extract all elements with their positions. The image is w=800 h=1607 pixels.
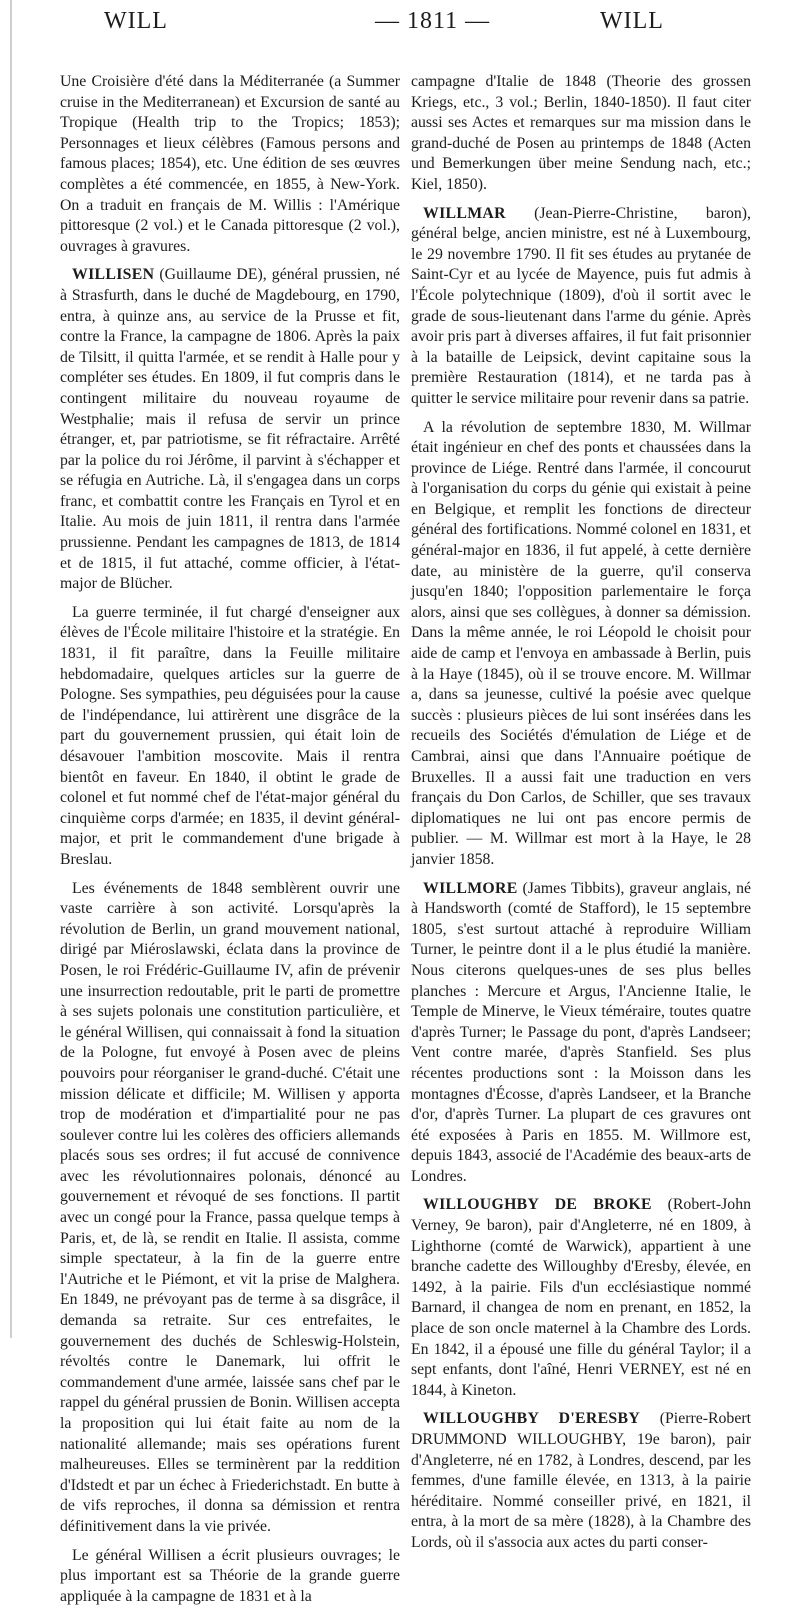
header-right-word: WILL <box>600 8 664 34</box>
dictionary-entry <box>411 1195 751 1401</box>
entry-text: (Pierre-Robert DRUMMOND WILLOUGHBY, 19e baron), pair d'Angleterre, né en 1782, à Londres, descend, par les femmes, d'une famille élevée, en 1313, à la pairie héréditaire. Nommé conseiller privé, en 1821, il entra, à la mort de sa mère (1828), à la Chambre des Lords, où il s'associa aux actes du parti conser- <box>411 1410 751 1551</box>
entry-headword: WILLOUGHBY DE BROKE <box>423 1196 652 1214</box>
left-text-column <box>60 72 401 1605</box>
entry-text: (James Tibbits), graveur anglais, né à Handsworth (comté de Stafford), le 15 septembre 1805, s'est surtout attaché à reproduire William Turner, le peintre dont il a le plus étudié la manière. Nous citerons quelques-unes de ses plus belles planches : Mercure et Argus, l'Ancienne Italie, le Temple de Minerve, le Vieux téméraire, toutes quatre d'après Turner; le Passage du pont, d'après Landseer; Vent contre marée, d'après Stanfield. Ses plus récentes productions sont : la Moisson dans les montagnes d'Écosse, d'après Landseer, et la Branche d'or, d'après Turner. La plupart de ces gravures ont été exposées à Paris en 1855. M. Willmore est, depuis 1843, associé de l'Académie des beaux-arts de Londres. <box>411 879 751 1185</box>
entry-text: (Jean-Pierre-Christine, baron), général belge, ancien ministre, est né à Luxembourg, le 29 novembre 1790. Il fit ses études au prytanée de Saint-Cyr et au lycée de Mayence, puis fut admis à l'École polytechnique (1809), d'où il sortit avec le grade de sous-lieutenant dans l'arme du génie. Après avoir pris part à diverses affaires, il fut fait prisonnier à la bataille de Leipsick, devint capitaine sous la première Restauration (1814), et ne tarda pas à quitter le service militaire pour revenir dans sa patrie. <box>411 204 751 407</box>
right-text-column <box>411 72 751 1551</box>
paragraph: Les événements de 1848 semblèrent ouvrir une vaste carrière à son activité. Lorsqu'après la révolution de Berlin, un grand mouvement national, dirigé par Miéroslawski, éclata dans la province de Posen, le roi Frédéric-Guillaume IV, afin de prévenir une insurrection redoutable, prit le parti de promettre à ses sujets polonais une constitution particulière, et le général Willisen, qui connaissait à fond la situation de la Pologne, fut envoyé à Posen avec de pleins pouvoirs pour réorganiser le grand-duché. C'était une mission délicate et difficile; M. Willisen y apporta trop de modération et d'impartialité pour ne pas soulever contre lui les colères des officiers allemands placés sous ses ordres; il fut accusé de connivence avec les révolutionnaires polonais, dénoncé au gouvernement et révoqué de ses fonctions. Il partit avec un congé pour la France, passa quelque temps à Paris, et, de là, se rendit en Italie. Il assista, comme simple spectateur, à la fin de la guerre entre l'Autriche et le Piémont, et vit la prise de Malghera. En 1849, ne prévoyant pas de terme à sa disgrâce, il demanda sa retraite. Sur ces entrefaites, le gouvernement des duchés de Schleswig-Holstein, révoltés contre le Danemark, lui offrit le commandement d'une armée, laissée sans chef par le rappel du général prussien de Bonin. Willisen accepta la proposition qui lui était faite au nom de la nationalité allemande; mais ses opérations furent malheureuses. Elles se terminèrent par la reddition d'Idstedt et par un échec à Friederichstadt. En butte à de vifs reproches, il donna sa démission et rentra définitivement dans la vie privée. <box>60 879 400 1535</box>
entry-headword: WILLISEN <box>72 266 155 284</box>
entry-headword: WILLMAR <box>423 204 506 222</box>
running-header <box>60 8 770 48</box>
paragraph: La guerre terminée, il fut chargé d'enseigner aux élèves de l'École militaire l'histoire et la stratégie. En 1831, il fit paraître, dans la Feuille militaire hebdomadaire, quelques articles sur la guerre de Pologne. Ses sympathies, peu déguisées pour la cause de l'indépendance, lui attirèrent une disgrâce de la part du gouvernement prussien, qui était loin de désavouer l'ambition moscovite. Mais il rentra bientôt en faveur. En 1840, il obtint le grade de colonel et fut nommé chef de l'état-major général du cinquième corps d'armée; en 1835, il devint général-major, et prit le commandement d'une brigade à Breslau. <box>60 603 401 868</box>
continued-paragraph: campagne d'Italie de 1848 (Theorie des grossen Kriegs, etc., 3 vol.; Berlin, 1840-1850). Il faut citer aussi ses Actes et remarques sur ma mission dans le grand-duché de Posen au printemps de 1848 (Acten und Bemerkungen über meine Sendung nach, etc.; Kiel, 1850). <box>411 73 751 193</box>
page-number: — 1811 — <box>375 8 491 34</box>
dictionary-entry <box>411 879 751 1188</box>
dictionary-entry <box>60 265 400 595</box>
header-left-word: WILL <box>104 8 168 34</box>
page-edge-shadow <box>10 0 12 1338</box>
entry-headword: WILLMORE <box>423 879 518 897</box>
entry-headword: WILLOUGHBY D'ERESBY <box>423 1410 641 1428</box>
dictionary-entry <box>411 1409 751 1553</box>
paragraph: Le général Willisen a écrit plusieurs ouvrages; le plus important est sa Théorie de la grande guerre appliquée à la campagne de 1831 et à la <box>60 1546 400 1605</box>
dictionary-entry <box>411 204 751 410</box>
paragraph: A la révolution de septembre 1830, M. Willmar était ingénieur en chef des ponts et chaussées dans la province de Liége. Rentré dans l'armée, il concourut à l'organisation du corps du génie qui existait à peine en Belgique, et remplit les fonctions de directeur général des fortifications. Nommé colonel en 1831, et général-major en 1836, il fut appelé, à cette dernière date, au ministère de la guerre, qu'il conserva jusqu'en 1840; l'opposition parlementaire le força alors, ainsi que ses collègues, à donner sa démission. Dans la même année, le roi Léopold le choisit pour aide de camp et l'envoya en ambassade à Berlin, puis à la Haye (1845), où il se trouve encore. M. Willmar a, dans sa jeunesse, cultivé la poésie avec quelque succès : plusieurs pièces de lui sont insérées dans les recueils des Sociétés d'émulation de Liége et de Cambrai, ainsi que dans l'Annuaire poétique de Bruxelles. Il a aussi fait une traduction en vers français du Don Carlos, de Schiller, que ses travaux diplomatiques ne lui ont pas encore permis de publier. — M. Willmar est mort à la Haye, le 28 janvier 1858. <box>411 418 751 868</box>
continued-paragraph: Une Croisière d'été dans la Méditerranée (a Summer cruise in the Mediterranean) et Excursion de santé au Tropique (Health trip to the Tropics; 1853); Personnages et lieux célèbres (Famous persons and famous places; 1854), etc. Une édition de ses œuvres complètes a été commencée, en 1855, à New-York. On a traduit en français de M. Willis : l'Amérique pittoresque (2 vol.) et le Canada pittoresque (2 vol.), ouvrages à gravures. <box>60 73 400 255</box>
entry-text: (Guillaume DE), général prussien, né à Strasfurth, dans le duché de Magdebourg, en 1790, entra, à quinze ans, au service de la Prusse et fit, contre la France, la campagne de 1806. Après la paix de Tilsitt, il quitta l'armée, et se rendit à Halle pour y compléter ses études. En 1809, il fut compris dans le contingent militaire du nouveau royaume de Westphalie; mais il refusa de servir un prince étranger, et, par patriotisme, se fit réfractaire. Arrêté par la police du roi Jérôme, il parvint à s'échapper et se réfugia en Autriche. Là, il s'engagea dans un corps franc, et combattit contre les Français en Tyrol et en Italie. Au mois de juin 1811, il rentra dans l'armée prussienne. Pendant les campagnes de 1813, de 1814 et de 1815, il fut attaché, comme officier, à l'état-major de Blücher. <box>60 266 400 593</box>
entry-text: (Robert-John Verney, 9e baron), pair d'Angleterre, né en 1809, à Lighthorne (comté de Warwick), appartient à une branche cadette des Willoughby d'Eresby, élevée, en 1492, à la pairie. Fils d'un ecclésiastique nommé Barnard, il changea de nom en prenant, en 1852, la place de son oncle maternel à la Chambre des Lords. En 1842, il a épousé une fille du général Taylor; il a sept enfants, dont l'aîné, Henri VERNEY, est né en 1844, à Kineton. <box>411 1196 751 1399</box>
